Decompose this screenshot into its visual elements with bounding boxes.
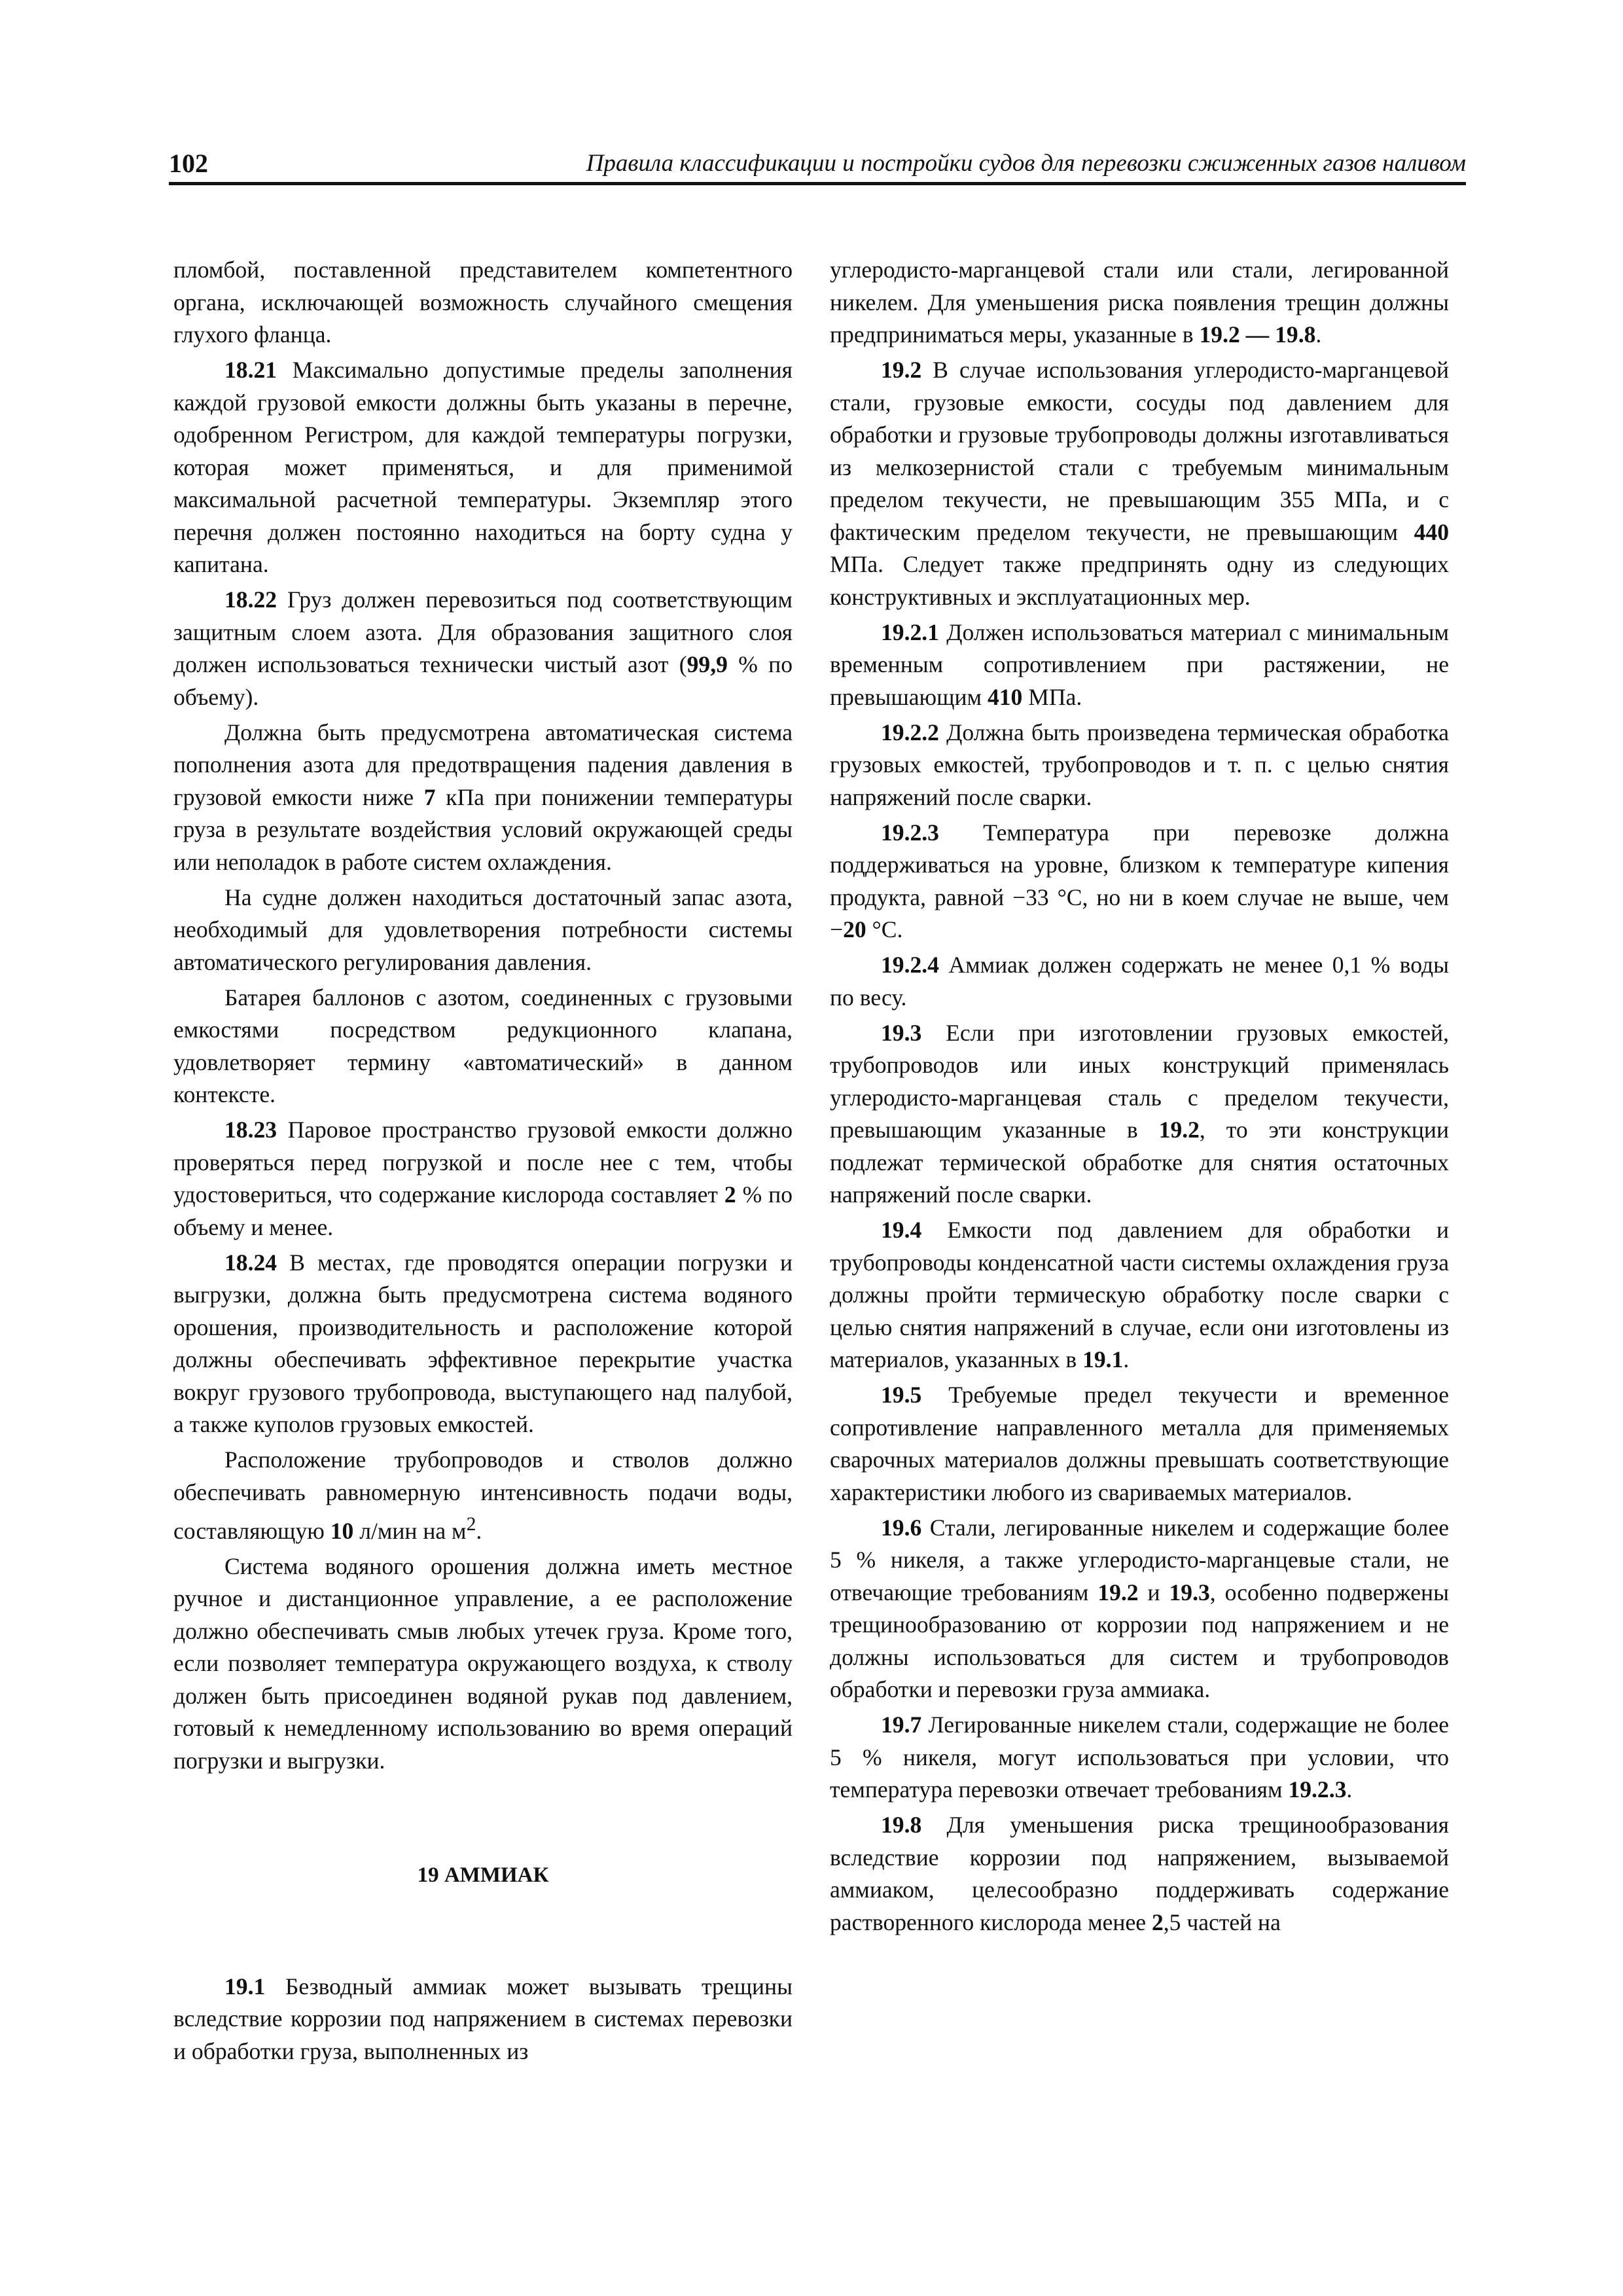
paragraph: пломбой, поставленной представителем компетентного органа, исключающей возможность случайного смещения глухого фланца. xyxy=(173,257,793,348)
left-column xyxy=(173,254,793,2071)
clause-number: 19.2.1 xyxy=(881,619,939,645)
paragraph-18-21: 18.21 Максимально допустимые пределы заполнения каждой грузовой емкости должны быть указаны в перечне, одобренном Регистром, для каждой температуры погрузки, которая может применяться, и для применимой максимальной расчетной температуры. Экземпляр этого перечня должен постоянно находиться на борту судна у капитана. xyxy=(173,357,793,577)
clause-number: 19.3 xyxy=(881,1019,922,1046)
clause-number: 18.21 xyxy=(224,357,277,383)
clause-number: 19.8 xyxy=(881,1812,922,1838)
paragraph-19-2-2: 19.2.2 Должна быть произведена термическая обработка грузовых емкостей, трубопроводов и т. п. с целью снятия напряжений после сварки. xyxy=(830,719,1449,810)
clause-number: 19.2.2 xyxy=(881,719,939,745)
paragraph: углеродисто-марганцевой стали или стали, легированной никелем. Для уменьшения риска появления трещин должны предприниматься меры, указанные в 19.2 — 19.8. xyxy=(830,257,1449,348)
clause-number: 19.1 xyxy=(224,1973,266,2000)
clause-number: 18.22 xyxy=(224,586,277,613)
clause-number: 19.5 xyxy=(881,1382,922,1408)
paragraph-19-2-4: 19.2.4 Аммиак должен содержать не менее 0,1 % воды по весу. xyxy=(830,952,1449,1011)
clause-number: 19.7 xyxy=(881,1712,922,1738)
paragraph-18-22: 18.22 Груз должен перевозиться под соответствующим защитным слоем азота. Для образования защитного слоя должен использоваться технически чистый азот (99,9 % по объему). xyxy=(173,586,793,710)
section-heading: 19 АММИАК xyxy=(417,1863,549,1888)
paragraph-18-24: 18.24 В местах, где проводятся операции погрузки и выгрузки, должна быть предусмотрена система водяного орошения, производительность и расположение которой должны обеспечивать эффективное перекрытие участка вокруг грузового трубопровода, выступающего над палубой, а также куполов грузовых емкостей. xyxy=(173,1249,793,1437)
clause-number: 18.24 xyxy=(224,1249,277,1276)
paragraph: Батарея баллонов с азотом, соединенных с грузовыми емкостями посредством редукционного клапана, удовлетворяет термину «автоматический» в данном контексте. xyxy=(173,984,793,1107)
paragraph-18-23: 18.23 Паровое пространство грузовой емкости должно проверяться перед погрузкой и после нее с тем, чтобы удостовериться, что содержание кислорода составляет 2 % по объему и менее. xyxy=(173,1117,793,1240)
paragraph: Система водяного орошения должна иметь местное ручное и дистанционное управление, а ее расположение должно обеспечивать смыв любых утечек груза. Кроме того, если позволяет температура окружающего воздуха, к стволу должен быть присоединен водяной рукав под давлением, готовый к немедленному использованию во время операций погрузки и выгрузки. xyxy=(173,1552,793,1774)
paragraph-19-4: 19.4 Емкости под давлением для обработки и трубопроводы конденсатной части системы охлаждения груза должны пройти термическую обработку после сварки с целью снятия напряжений в случае, если они изготовлены из материалов, указанных в 19.1. xyxy=(830,1217,1449,1372)
paragraph-19-6: 19.6 Стали, легированные никелем и содержащие более 5 % никеля, а также углеродисто-марганцевые стали, не отвечающие требованиям 19.2 и 19.3, особенно подвержены трещинообразованию от коррозии под напряжением и не должны использоваться для систем и трубопроводов обработки и перевозки груза аммиака. xyxy=(830,1514,1449,1702)
paragraph: Должна быть предусмотрена автоматическая система пополнения азота для предотвращения падения давления в грузовой емкости ниже 7 кПа при понижении температуры груза в результате воздействия условий окружающей среды или неполадок в работе систем охлаждения. xyxy=(173,719,793,875)
clause-number: 19.2 xyxy=(881,357,922,383)
paragraph-19-7: 19.7 Легированные никелем стали, содержащие не более 5 % никеля, могут использоваться при условии, что температура перевозки отвечает требованиям 19.2.3. xyxy=(830,1712,1449,1803)
page-header xyxy=(169,143,1466,185)
page-number: 102 xyxy=(169,149,208,178)
clause-number: 18.23 xyxy=(224,1117,277,1143)
paragraph: На судне должен находиться достаточный запас азота, необходимый для удовлетворения потребности системы автоматического регулирования давления. xyxy=(173,884,793,975)
clause-number: 19.2.4 xyxy=(881,952,939,978)
paragraph-19-2-1: 19.2.1 Должен использоваться материал с минимальным временным сопротивлением при растяжении, не превышающим 410 МПа. xyxy=(830,619,1449,710)
paragraph-19-5: 19.5 Требуемые предел текучести и временное сопротивление направленного металла для применяемых сварочных материалов должны превышать соответствующие характеристики любого из свариваемых материалов. xyxy=(830,1382,1449,1505)
right-column xyxy=(830,254,1449,1942)
paragraph-19-2-3: 19.2.3 Температура при перевозке должна поддерживаться на уровне, близком к температуре кипения продукта, равной −33 °С, но ни в коем случае не выше, чем −20 °С. xyxy=(830,819,1449,942)
clause-number: 19.4 xyxy=(881,1217,922,1243)
paragraph: Расположение трубопроводов и стволов должно обеспечивать равномерную интенсивность подачи воды, составляющую 10 л/мин на $м^2$. xyxy=(173,1446,793,1544)
paragraph-19-1: 19.1 Безводный аммиак может вызывать трещины вследствие коррозии под напряжением в системах перевозки и обработки груза, выполненных из xyxy=(173,1973,793,2064)
paragraph-19-2: 19.2 В случае использования углеродисто-марганцевой стали, грузовые емкости, сосуды под давлением для обработки и грузовые трубопроводы должны изготавливаться из мелкозернистой стали с требуемым минимальным пределом текучести, не превышающим 355 МПа, и с фактическим пределом текучести, не превышающим 440 МПа. Следует также предпринять одну из следующих конструктивных и эксплуатационных мер. xyxy=(830,357,1449,610)
running-title: Правила классификации и постройки судов для перевозки сжиженных газов наливом xyxy=(586,150,1466,177)
paragraph-19-3: 19.3 Если при изготовлении грузовых емкостей, трубопроводов или иных конструкций применялась углеродисто-марганцевая сталь с пределом текучести, превышающим указанные в 19.2, то эти конструкции подлежат термической обработке для снятия остаточных напряжений после сварки. xyxy=(830,1019,1449,1208)
clause-number: 19.6 xyxy=(881,1514,922,1541)
clause-number: 19.2.3 xyxy=(881,819,939,846)
paragraph-19-8: 19.8 Для уменьшения риска трещинообразования вследствие коррозии под напряжением, вызываемой аммиаком, целесообразно поддерживать содержание растворенного кислорода менее 2,5 частей на xyxy=(830,1812,1449,1935)
